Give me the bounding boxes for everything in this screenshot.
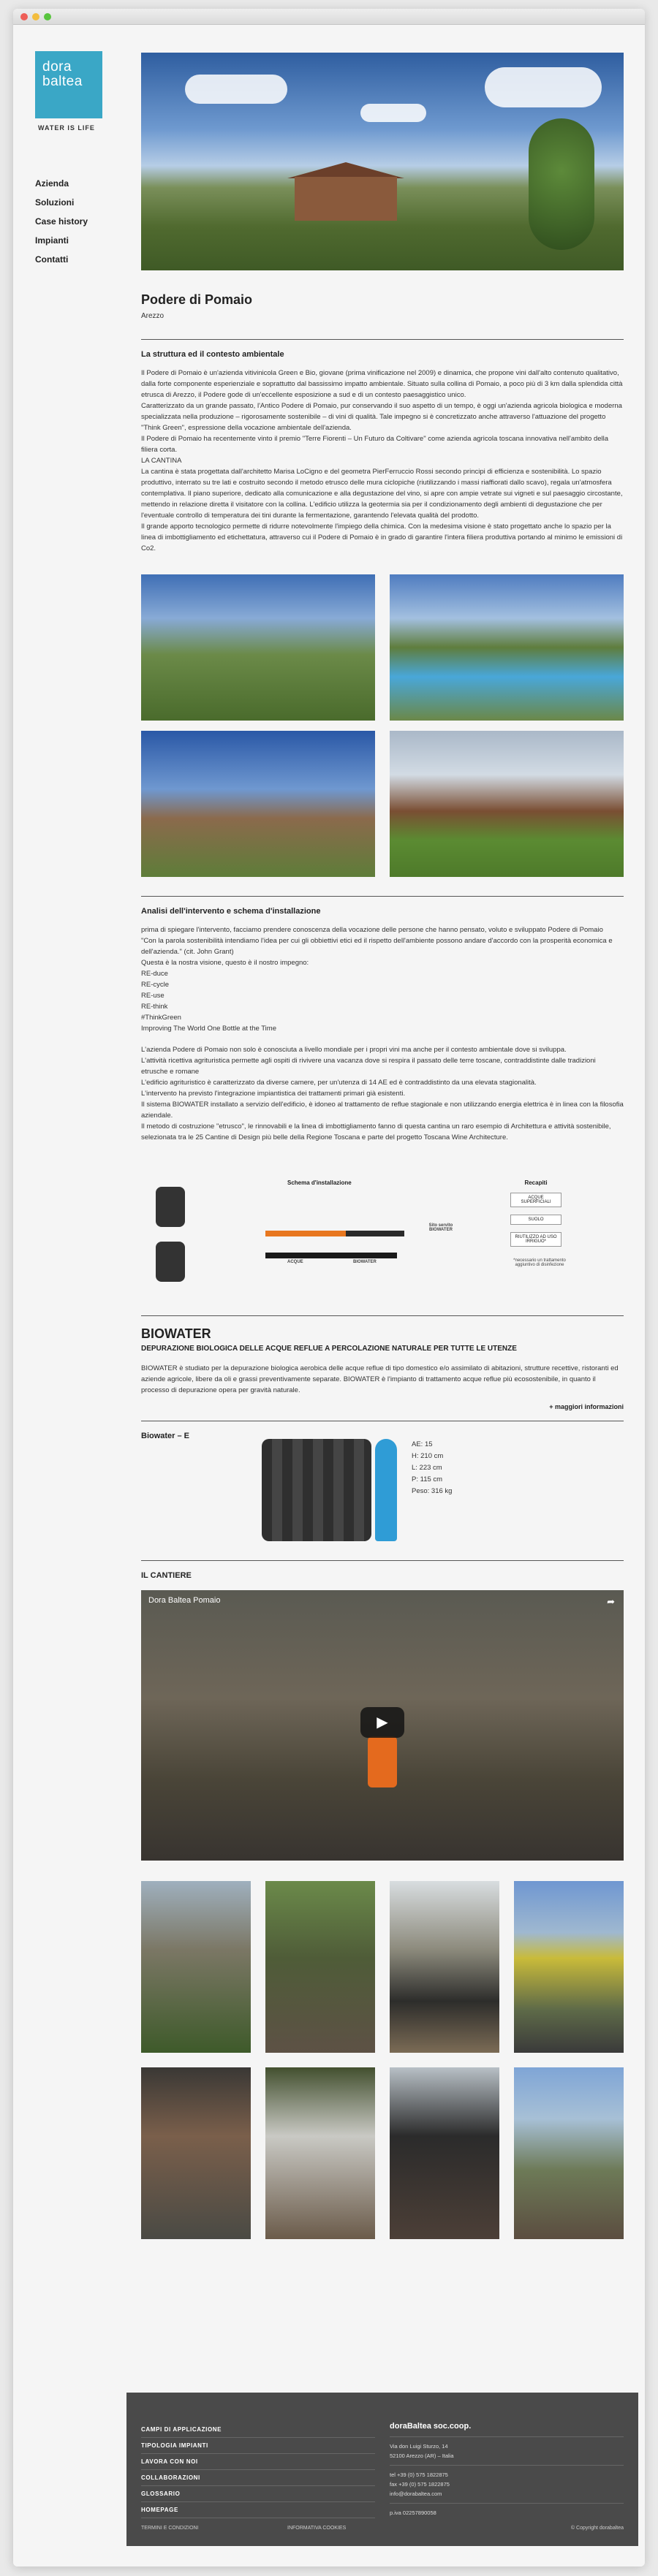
page (13, 25, 645, 2566)
list-item: RE-cycle (141, 981, 170, 989)
footer-contact-info (390, 2422, 624, 2518)
paragraph: Questa è la nostra visione, questo è il nostro impegno: (141, 959, 309, 967)
logo-line-2: baltea (42, 74, 83, 89)
section-analisi-intro (141, 924, 624, 1034)
paragraph: Il grande apporto tecnologico permette di ridurre notevolmente l'impiego della chimica. Con la medesima visione è stato progettato anche lo spazio per la linea di imbottigliamento ed etichettatura, attraverso cui il Podere di Pomaio è in grado di garantire l'intera filiera produttiva portando al minimo le emissioni di Co2. (141, 523, 623, 552)
gallery-thumbnail[interactable] (390, 2067, 499, 2239)
contact-block (390, 2470, 624, 2499)
installation-diagram (141, 1172, 624, 1296)
nav-item-soluzioni[interactable]: Soluzioni (35, 197, 75, 208)
gallery-thumbnail[interactable] (141, 2067, 251, 2239)
gallery-thumbnail[interactable] (514, 2067, 624, 2239)
gallery-thumbnail[interactable] (514, 1881, 624, 2053)
paragraph: Il metodo di costruzione "etrusco", le rinnovabili e la linea di imbottigliamento fanno di questa cantina un raro esempio di Architettura e attività sostenibile, selezionata tra le 25 Cantine di Design più belle della Regione Toscana e parte del progetto Toscana Wine Architecture. (141, 1122, 611, 1141)
window-titlebar (13, 9, 645, 25)
section-analisi-text (141, 1044, 624, 1143)
play-button[interactable]: ▶ (360, 1707, 404, 1738)
paragraph: Il sistema BIOWATER installato a servizio dell'edificio, è idoneo al trattamento de reflue stagionale e non utilizzando energia elettrica è in linea con la filosofia aziendale. (141, 1101, 624, 1120)
gallery-thumbnail[interactable] (265, 1881, 375, 2053)
list-item: Improving The World One Bottle at the Time (141, 1025, 276, 1033)
footer-link-tipologia[interactable]: TIPOLOGIA IMPIANTI (141, 2438, 375, 2454)
footer-link-lavora[interactable]: LAVORA CON NOI (141, 2454, 375, 2470)
divider (141, 1315, 624, 1316)
main-content (141, 53, 624, 2239)
address-block (390, 2442, 624, 2461)
hero-image (141, 53, 624, 270)
recap-box: SUOLO (510, 1215, 561, 1225)
terms-link[interactable]: TERMINI E CONDIZIONI (141, 2526, 199, 2531)
nav-item-case-history[interactable]: Case history (35, 216, 88, 227)
biowater-subtitle: DEPURAZIONE BIOLOGICA DELLE ACQUE REFLUE A PERCOLAZIONE NATURALE PER TUTTE LE UTENZE (141, 1345, 517, 1353)
main-nav (35, 178, 88, 273)
share-icon[interactable]: ➦ (607, 1596, 615, 1607)
video-player[interactable] (141, 1590, 624, 1861)
gallery-thumbnail[interactable] (141, 1881, 251, 2053)
paragraph: La cantina è stata progettata dall'architetto Marisa LoCigno e del geometra PierFerruccio Rossi secondo principi di efficienza e sostenibilità. Lo spazio produttivo, interrato su tre lati e costruito secondo il metodo etrusco delle mura ciclopiche (riutilizzando i massi riaffiorati dallo scavo), regala un'atmosfera contemplativa. Il piano superiore, dedicato alla comunicazione e alla degustazione del vino, si apre con ampie vetrate sui vigneti e sul paesaggio circostante, mettendo in relazione diretta il visitatore con la collina. L'edificio utilizza la geotermia sia per il condizionamento degli ambienti di degustazione che per l'eventuale controllo di temperatura dei tini durante la fermentazione, garantendo l'elevata qualità del prodotto. (141, 468, 623, 520)
cookies-link[interactable]: INFORMATIVA COOKIES (287, 2526, 347, 2531)
footer-link-campi[interactable]: CAMPI DI APPLICAZIONE (141, 2422, 375, 2438)
tagline: WATER IS LIFE (38, 124, 95, 132)
person-scale-figure (375, 1439, 397, 1541)
paragraph: Caratterizzato da un grande passato, l'Antico Podere di Pomaio, pur conservando il suo aspetto di un tempo, è oggi un'azienda agricola biologica e moderna specializzata nella produzione – rigorosamente sostenibile – di vini di qualità. Tale impegno si è concretizzato anche attraverso l'attuazione del progetto "Think Green", espressione della vocazione ambientale dell'azienda. (141, 402, 622, 432)
paragraph: Il Podere di Pomaio è un'azienda vitivinicola Green e Bio, giovane (prima vinificazione nel 2009) e dinamica, che propone vini dall'alto contenuto qualitativo, dalla forte componente esperienziale e soprattutto dal bassissimo impatto ambientale. Situato sulla collina di Pomaio, a poco più di 3 km dalla splendida città etrusca di Arezzo, il Podere gode di un'eccellente esposizione a sud e di un contesto paesaggistico unico. (141, 369, 623, 399)
paragraph: Il Podere di Pomaio ha recentemente vinto il premio "Terre Fiorenti – Un Futuro da Coltivare" come azienda agricola toscana innovativa nell'ambito della filiera corta. (141, 435, 609, 454)
spec-item: P: 115 cm (412, 1475, 443, 1483)
footer-links (141, 2422, 375, 2518)
list-item: RE-duce (141, 970, 168, 978)
vat-number: p.iva 02257890058 (390, 2509, 436, 2516)
nav-item-azienda[interactable]: Azienda (35, 178, 69, 189)
tank-illustration (156, 1187, 185, 1227)
divider (390, 2465, 624, 2466)
nav-item-contatti[interactable]: Contatti (35, 254, 69, 265)
paragraph: LA CANTINA (141, 457, 182, 465)
footer-link-glossario[interactable]: GLOSSARIO (141, 2486, 375, 2502)
more-info-link[interactable]: + maggiori informazioni (549, 1403, 624, 1410)
page-title: Podere di Pomaio (141, 292, 253, 307)
diagram-flow-bar (265, 1231, 346, 1236)
close-window-button[interactable] (20, 13, 28, 20)
logo[interactable] (35, 51, 102, 118)
spec-item: L: 223 cm (412, 1464, 442, 1472)
section-title-analisi: Analisi dell'intervento e schema d'installazione (141, 907, 321, 916)
diagram-flow-bar (346, 1231, 404, 1236)
tank-illustration (156, 1242, 185, 1282)
company-name: doraBaltea soc.coop. (390, 2422, 624, 2437)
divider (390, 2503, 624, 2504)
paragraph: L'azienda Podere di Pomaio non solo è conosciuta a livello mondiale per i propri vini ma anche per il contesto ambientale dove si sviluppa. (141, 1046, 567, 1054)
minimize-window-button[interactable] (32, 13, 39, 20)
list-item: RE-use (141, 992, 164, 1000)
nav-item-impianti[interactable]: Impianti (35, 235, 69, 246)
list-item: RE-think (141, 1003, 168, 1011)
email-link[interactable]: info@dorabaltea.com (390, 2490, 442, 2497)
phone-line: tel +39 (0) 575 1822875 (390, 2471, 448, 2478)
diagram-site-label: Sito servito BIOWATER (428, 1223, 453, 1232)
site-footer (126, 2393, 638, 2546)
divider (141, 896, 624, 897)
browser-window (13, 9, 645, 2566)
tank-product-image (262, 1439, 371, 1541)
recap-box: ACQUE SUPERFICIALI (510, 1193, 561, 1207)
diagram-base-bar (265, 1253, 397, 1258)
product-spec (141, 1432, 624, 1541)
address-line: Via don Luigi Sturzo, 14 (390, 2443, 448, 2450)
gallery-photo[interactable] (141, 731, 375, 877)
copyright: © Copyright dorabaltea (570, 2526, 624, 2531)
gallery-photo[interactable] (141, 574, 375, 721)
paragraph: L'edificio agrituristico è caratterizzato da diverse camere, per un'utenza di 14 AE ed è contraddistinto da una elevata stagionalità. (141, 1079, 537, 1087)
biowater-description: BIOWATER è studiato per la depurazione biologica aerobica delle acque reflue di tipo domestico e/o assimilato di abitazioni, strutture recettive, ristoranti ed aziende agricole, libere da oli e grassi preventivamente separate. BIOWATER è l'impianto di trattamento acque reflue più ecosostenibile, in quanto il processo di depurazione opera per gravità naturale. (141, 1364, 619, 1394)
spec-item: H: 210 cm (412, 1452, 444, 1460)
spec-item: AE: 15 (412, 1440, 433, 1448)
maximize-window-button[interactable] (44, 13, 51, 20)
video-frame-subject (368, 1736, 397, 1787)
cantiere-gallery (141, 1881, 624, 2239)
fax-line: fax +39 (0) 575 1822875 (390, 2481, 450, 2488)
footer-link-collaborazioni[interactable]: COLLABORAZIONI (141, 2470, 375, 2486)
paragraph: "Con la parola sostenibilità intendiamo l'idea per cui gli obbiettivi etici ed il rispetto dell'ambiente possono andare d'accordo con la prosperità economica e dell'azienda." (cit. John Grant) (141, 937, 613, 956)
cantiere-title: IL CANTIERE (141, 1571, 192, 1580)
video-title: Dora Baltea Pomaio (148, 1596, 221, 1605)
footer-link-homepage[interactable]: HOMEPAGE (141, 2502, 375, 2518)
photo-gallery (141, 574, 624, 877)
recap-box: RIUTILIZZO AD USO IRRIGUO* (510, 1232, 561, 1247)
logo-line-1: dora (42, 59, 72, 75)
paragraph: L'attività ricettiva agrituristica permette agli ospiti di rivivere una vacanza dove si respira il passato delle terre toscane, contraddistinte dalle tradizioni etrusche e romane (141, 1057, 596, 1076)
gallery-photo[interactable] (390, 574, 624, 721)
spec-list (412, 1439, 452, 1497)
diagram-schema-title: Schema d'installazione (287, 1179, 352, 1186)
page-subtitle: Arezzo (141, 312, 164, 320)
section-struttura-text (141, 368, 624, 554)
divider (141, 339, 624, 340)
spec-item: Peso: 316 kg (412, 1487, 453, 1495)
biowater-title: BIOWATER (141, 1326, 211, 1341)
product-spec-title: Biowater – E (141, 1432, 190, 1440)
diagram-bar-label: BIOWATER (353, 1260, 377, 1264)
address-line: 52100 Arezzo (AR) – Italia (390, 2452, 454, 2459)
section-title-struttura: La struttura ed il contesto ambientale (141, 350, 284, 359)
paragraph: prima di spiegare l'intervento, facciamo prendere conoscenza della vocazione delle persone che hanno pensato, voluto e sviluppato Podere di Pomaio (141, 926, 603, 934)
list-item: #ThinkGreen (141, 1014, 181, 1022)
gallery-thumbnail[interactable] (390, 1881, 499, 2053)
paragraph: L'intervento ha previsto l'integrazione impiantistica dei trattamenti primari già esistenti. (141, 1090, 406, 1098)
diagram-bar-label: ACQUE (287, 1260, 303, 1264)
gallery-thumbnail[interactable] (265, 2067, 375, 2239)
recap-title: Recapiti (524, 1179, 548, 1186)
gallery-photo[interactable] (390, 731, 624, 877)
divider (141, 1560, 624, 1561)
diagram-schema (243, 1179, 485, 1289)
recap-footnote: *necessario un trattamento aggiuntivo di disinfezione (513, 1258, 566, 1267)
